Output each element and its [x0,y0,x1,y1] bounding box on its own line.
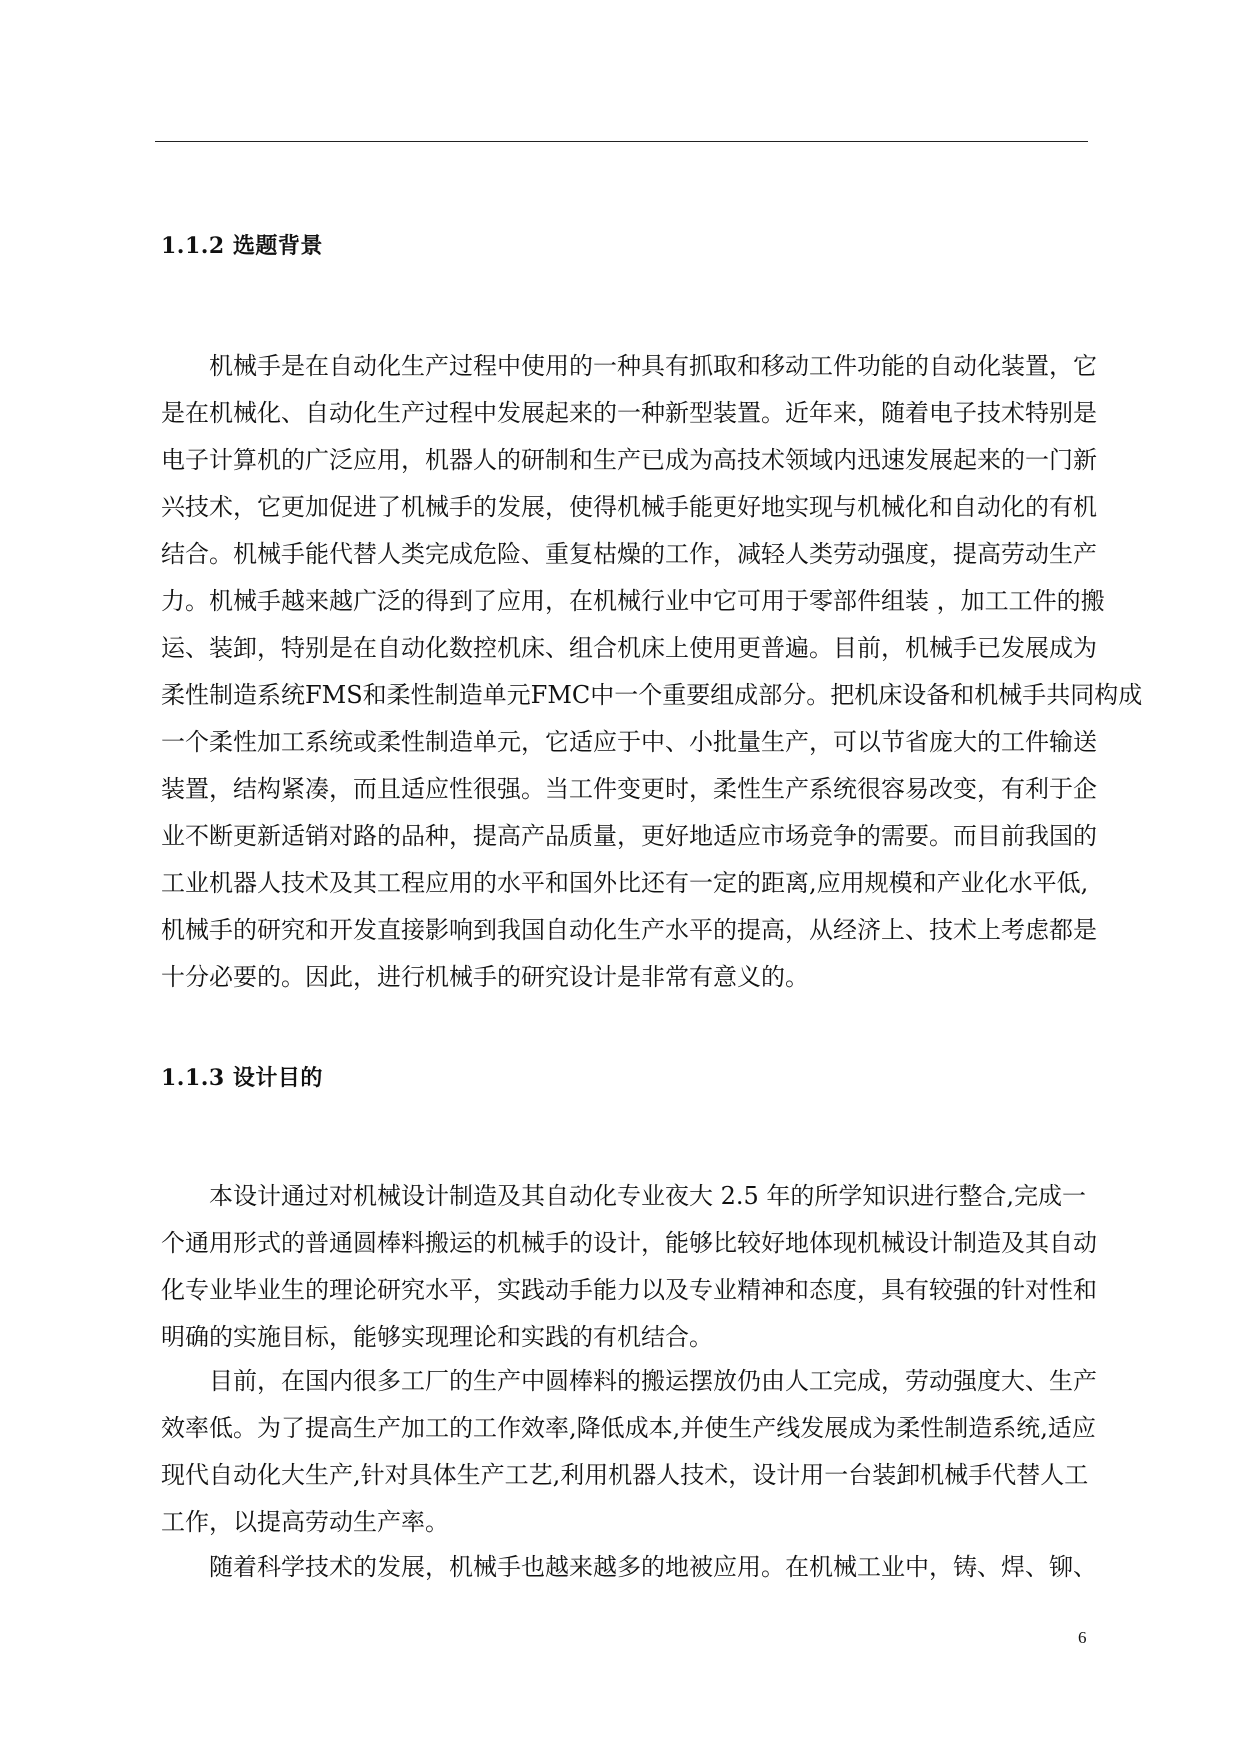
text-line: 化专业毕业生的理论研究水平，实践动手能力以及专业精神和态度，具有较强的针对性和 [161,1276,1097,1304]
text-line: 十分必要的。因此，进行机械手的研究设计是非常有意义的。 [161,963,809,991]
text-line: 是在机械化、自动化生产过程中发展起来的一种新型装置。近年来，随着电子技术特别是 [161,399,1097,427]
paragraph-design-purpose-3 [161,1544,1097,1591]
header-rule [155,141,1088,142]
paragraph-design-purpose-2 [161,1358,1097,1546]
paragraph-design-purpose-1 [161,1173,1097,1361]
text-line: 工作，以提高劳动生产率。 [161,1508,449,1536]
text-line: 结合。机械手能代替人类完成危险、重复枯燥的工作，减轻人类劳动强度，提高劳动生产 [161,540,1097,568]
text-line: 效率低。为了提高生产加工的工作效率,降低成本,并使生产线发展成为柔性制造系统,适应 [161,1414,1096,1442]
text-line: 力。机械手越来越广泛的得到了应用，在机械行业中它可用于零部件组装 ，加工工件的搬 [161,587,1105,615]
text-line: 业不断更新适销对路的品种，提高产品质量，更好地适应市场竞争的需要。而目前我国的 [161,822,1097,850]
page-number: 6 [1078,1628,1087,1647]
section-heading-background: 1.1.2 选题背景 [161,233,323,259]
text-line: 现代自动化大生产,针对具体生产工艺,利用机器人技术，设计用一台装卸机械手代替人工 [161,1461,1089,1489]
section-heading-design-purpose: 1.1.3 设计目的 [161,1065,323,1091]
text-line: 工业机器人技术及其工程应用的水平和国外比还有一定的距离,应用规模和产业化水平低, [161,869,1089,897]
paragraph-background [161,343,1143,1001]
text-line: 一个柔性加工系统或柔性制造单元，它适应于中、小批量生产，可以节省庞大的工件输送 [161,728,1097,756]
text-line: 明确的实施目标，能够实现理论和实践的有机结合。 [161,1323,713,1351]
text-line: 目前，在国内很多工厂的生产中圆棒料的搬运摆放仍由人工完成，劳动强度大、生产 [209,1367,1097,1395]
text-line: 装置，结构紧凑，而且适应性很强。当工件变更时，柔性生产系统很容易改变，有利于企 [161,775,1097,803]
text-line: 个通用形式的普通圆棒料搬运的机械手的设计，能够比较好地体现机械设计制造及其自动 [161,1229,1097,1257]
text-line: 运、装卸，特别是在自动化数控机床、组合机床上使用更普遍。目前，机械手已发展成为 [161,634,1097,662]
text-line: 机械手的研究和开发直接影响到我国自动化生产水平的提高，从经济上、技术上考虑都是 [161,916,1097,944]
text-line: 本设计通过对机械设计制造及其自动化专业夜大 2.5 年的所学知识进行整合,完成一 [209,1182,1087,1210]
text-line: 电子计算机的广泛应用，机器人的研制和生产已成为高技术领域内迅速发展起来的一门新 [161,446,1097,474]
text-line: 柔性制造系统FMS和柔性制造单元FMC中一个重要组成部分。把机床设备和机械手共同构成 [161,681,1143,709]
text-line: 兴技术，它更加促进了机械手的发展，使得机械手能更好地实现与机械化和自动化的有机 [161,493,1097,521]
text-line: 机械手是在自动化生产过程中使用的一种具有抓取和移动工件功能的自动化装置，它 [209,352,1097,380]
text-line: 随着科学技术的发展，机械手也越来越多的地被应用。在机械工业中，铸、焊、铆、 [209,1553,1097,1581]
